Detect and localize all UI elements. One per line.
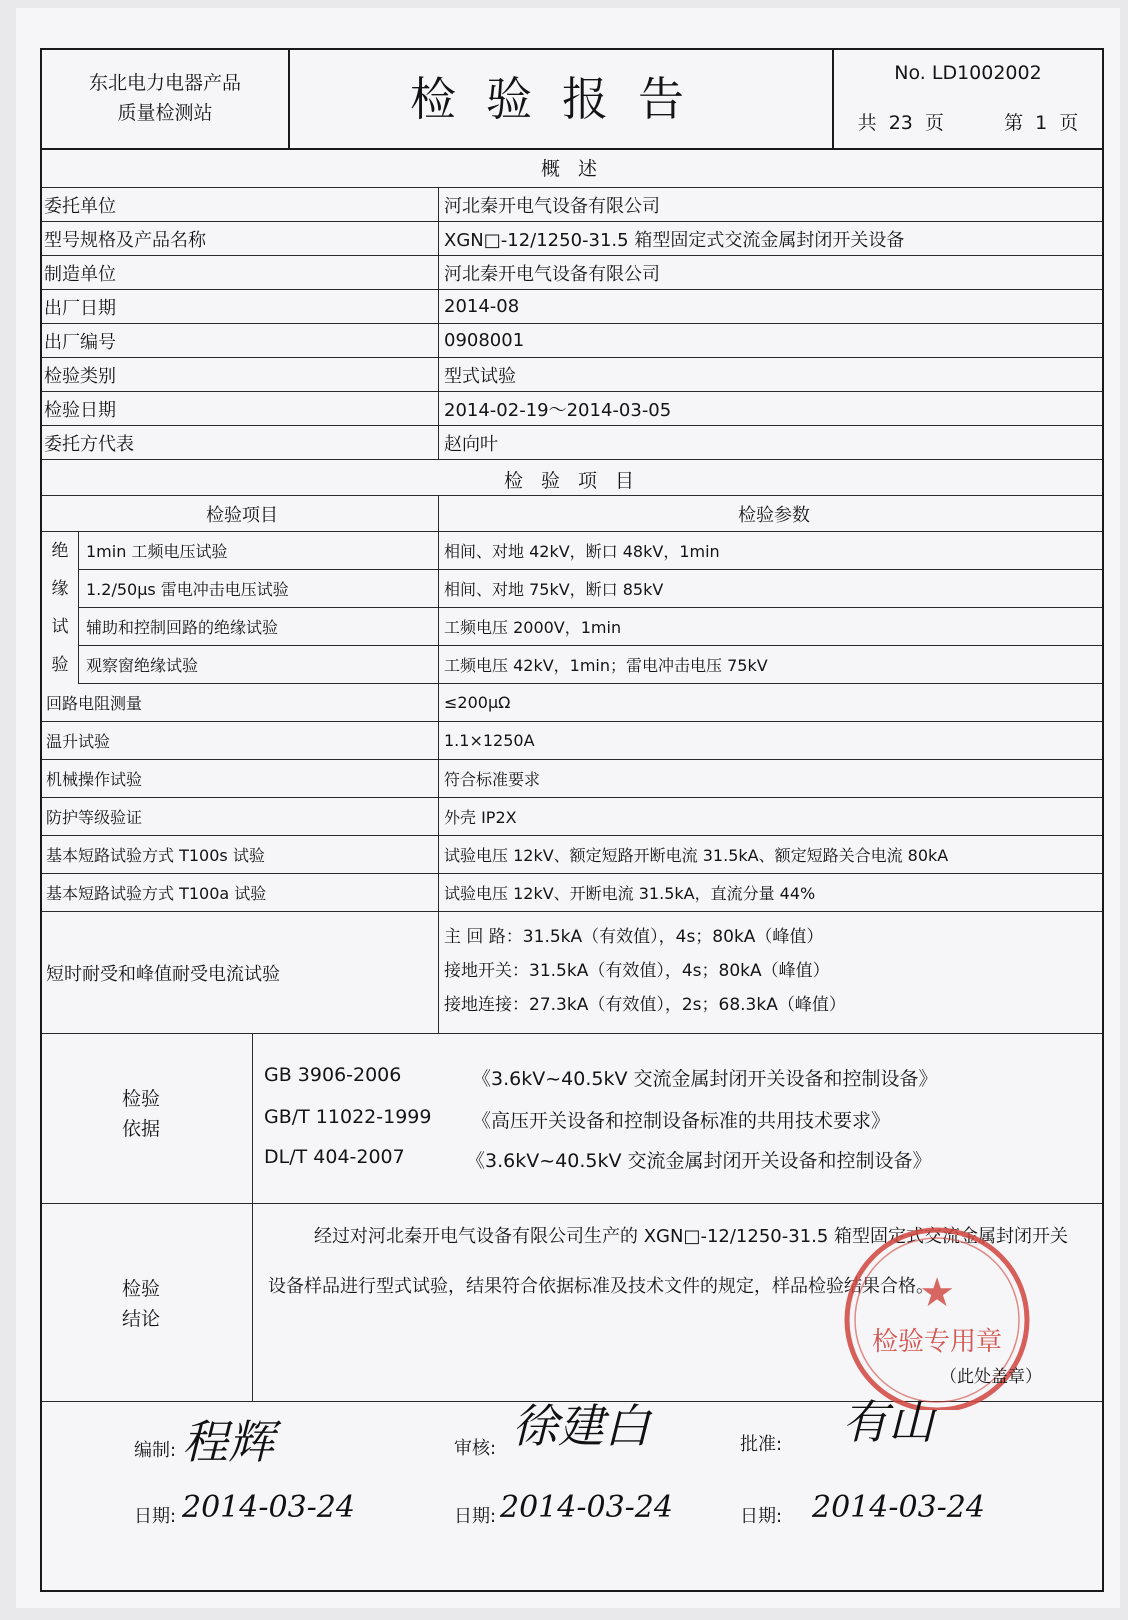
withstand-main-circuit: 主 回 路：31.5kA（有效值），4s；80kA（峰值） xyxy=(444,927,824,947)
overview-row xyxy=(42,392,1102,426)
conclusion-divider xyxy=(252,1204,253,1402)
seal-note: （此处盖章） xyxy=(940,1367,1042,1387)
item-row xyxy=(42,684,1102,722)
conclusion-label-1: 检验 xyxy=(122,1278,161,1300)
overview-label: 委托单位 xyxy=(44,195,116,217)
station-line-1: 东北电力电器产品 xyxy=(88,72,241,94)
standard-code-1: GB 3906-2006 xyxy=(264,1064,402,1086)
insulation-test-value: 相间、对地 42kV，断口 48kV，1min xyxy=(444,542,720,561)
item-row xyxy=(42,760,1102,798)
conclusion-row xyxy=(42,1204,1102,1402)
item-label: 机械操作试验 xyxy=(46,770,143,789)
overview-title: 概 述 xyxy=(540,158,604,180)
approved-signature: 有山 xyxy=(842,1395,934,1449)
overview-divider xyxy=(438,188,439,460)
insulation-test-value: 相间、对地 75kV，断口 85kV xyxy=(444,580,664,599)
withstand-earthing-connection: 接地连接：27.3kA（有效值），2s；68.3kA（峰值） xyxy=(444,995,846,1015)
items-title: 检 验 项 目 xyxy=(503,470,641,492)
insulation-test-label: 1min 工频电压试验 xyxy=(86,542,228,561)
item-row xyxy=(42,874,1102,912)
overview-label: 出厂编号 xyxy=(44,331,116,353)
prepared-date-label: 日期: xyxy=(134,1506,177,1527)
report-header xyxy=(42,50,1102,150)
conclusion-label-2: 结论 xyxy=(122,1308,161,1330)
standard-code-2: GB/T 11022-1999 xyxy=(264,1106,432,1128)
approved-date-label: 日期: xyxy=(740,1506,783,1527)
insulation-test-label: 观察窗绝缘试验 xyxy=(86,656,199,675)
reviewed-signature: 徐建白 xyxy=(512,1399,650,1453)
basis-row xyxy=(42,1034,1102,1204)
item-label: 基本短路试验方式 T100s 试验 xyxy=(46,846,265,865)
insulation-row xyxy=(78,646,1102,684)
insulation-row xyxy=(78,570,1102,608)
item-row xyxy=(42,798,1102,836)
overview-row xyxy=(42,290,1102,324)
station-name xyxy=(42,50,290,148)
stamp-text: 检验专用章 xyxy=(871,1327,1003,1357)
item-label: 温升试验 xyxy=(46,732,111,751)
item-row xyxy=(42,836,1102,874)
standard-name-3: 《3.6kV~40.5kV 交流金属封闭开关设备和控制设备》 xyxy=(466,1150,932,1172)
overview-row xyxy=(42,324,1102,358)
conclusion-text: 经过对河北秦开电气设备有限公司生产的 XGN□-12/1250-31.5 箱型固定式交流金属封闭开关设备样品进行型式试验，结果符合依据标准及技术文件的规定，样品检验结果合格。 xyxy=(268,1226,1069,1297)
prepared-label: 编制: xyxy=(134,1440,177,1461)
withstand-values xyxy=(444,920,846,1022)
items-title-row xyxy=(42,460,1102,496)
basis-label-1: 检验 xyxy=(122,1088,161,1110)
item-label: 回路电阻测量 xyxy=(46,694,143,713)
reviewed-label: 审核: xyxy=(454,1438,497,1459)
insulation-group-char: 验 xyxy=(51,655,69,675)
overview-label: 型号规格及产品名称 xyxy=(44,229,206,251)
standard-code-3: DL/T 404-2007 xyxy=(264,1146,405,1168)
col-header-item: 检验项目 xyxy=(206,504,278,526)
prepared-signature: 程辉 xyxy=(182,1415,274,1469)
reviewed-date-label: 日期: xyxy=(454,1506,497,1527)
standard-name-2: 《高压开关设备和控制设备标准的共用技术要求》 xyxy=(472,1110,891,1132)
item-value: 1.1×1250A xyxy=(444,731,535,750)
basis-label xyxy=(122,1084,160,1144)
item-row xyxy=(42,722,1102,760)
overview-value: 河北秦开电气设备有限公司 xyxy=(444,195,660,217)
overview-label: 出厂日期 xyxy=(44,297,116,319)
insulation-test-label: 1.2/50μs 雷电冲击电压试验 xyxy=(86,580,289,599)
report-number: No. LD1002002 xyxy=(894,62,1042,84)
overview-value: 赵向叶 xyxy=(444,433,498,455)
overview-value: 2014-08 xyxy=(444,296,520,317)
withstand-earthing-switch: 接地开关：31.5kA（有效值），4s；80kA（峰值） xyxy=(444,961,830,981)
page-count xyxy=(834,108,1102,135)
item-label: 防护等级验证 xyxy=(46,808,143,827)
overview-label: 检验日期 xyxy=(44,399,116,421)
insulation-group-char: 绝 xyxy=(51,541,69,561)
overview-label: 制造单位 xyxy=(44,263,116,285)
item-label: 基本短路试验方式 T100a 试验 xyxy=(46,884,267,903)
standard-name-1: 《3.6kV~40.5kV 交流金属封闭开关设备和控制设备》 xyxy=(472,1068,938,1090)
overview-value: 2014-02-19～2014-03-05 xyxy=(444,399,672,421)
current-page: 第 1 页 xyxy=(1004,112,1079,134)
item-value: 符合标准要求 xyxy=(444,770,541,789)
overview-title-row xyxy=(42,148,1102,188)
overview-row xyxy=(42,358,1102,392)
item-value: 试验电压 12kV、开断电流 31.5kA，直流分量 44% xyxy=(444,884,816,903)
col-header-param: 检验参数 xyxy=(738,504,810,526)
conclusion-label xyxy=(122,1274,160,1334)
item-value: 外壳 IP2X xyxy=(444,808,517,827)
basis-divider xyxy=(252,1034,253,1204)
approved-label: 批准: xyxy=(740,1434,783,1455)
report-title: 检验报告 xyxy=(292,50,834,148)
items-header-row xyxy=(42,496,1102,532)
report-sheet xyxy=(16,8,1120,1608)
insulation-group-char: 缘 xyxy=(51,579,69,599)
approved-date: 2014-03-24 xyxy=(812,1490,985,1525)
svg-text:★: ★ xyxy=(919,1270,955,1316)
insulation-test-value: 工频电压 2000V，1min xyxy=(444,618,622,637)
item-value: 试验电压 12kV、额定短路开断电流 31.5kA、额定短路关合电流 80kA xyxy=(444,846,949,865)
insulation-row xyxy=(78,532,1102,570)
overview-row xyxy=(42,188,1102,222)
overview-row xyxy=(42,256,1102,290)
overview-value: 型式试验 xyxy=(444,365,516,387)
overview-label: 检验类别 xyxy=(44,365,116,387)
total-pages: 共 23 页 xyxy=(857,112,944,134)
basis-label-2: 依据 xyxy=(122,1118,161,1140)
insulation-group-char: 试 xyxy=(51,617,69,637)
overview-label: 委托方代表 xyxy=(44,433,134,455)
withstand-row xyxy=(42,912,1102,1034)
overview-value: 0908001 xyxy=(444,330,525,351)
prepared-date: 2014-03-24 xyxy=(182,1490,355,1525)
insulation-row xyxy=(78,608,1102,646)
overview-row xyxy=(42,426,1102,460)
insulation-test-value: 工频电压 42kV，1min；雷电冲击电压 75kV xyxy=(444,656,768,675)
overview-value: XGN□-12/1250-31.5 箱型固定式交流金属封闭开关设备 xyxy=(444,229,905,251)
report-frame xyxy=(40,48,1104,1592)
insulation-test-label: 辅助和控制回路的绝缘试验 xyxy=(86,618,279,637)
withstand-label: 短时耐受和峰值耐受电流试验 xyxy=(46,963,280,985)
station-line-2: 质量检测站 xyxy=(117,102,213,124)
reviewed-date: 2014-03-24 xyxy=(500,1490,673,1525)
overview-value: 河北秦开电气设备有限公司 xyxy=(444,263,660,285)
overview-row xyxy=(42,222,1102,256)
item-value: ≤200μΩ xyxy=(444,693,511,712)
